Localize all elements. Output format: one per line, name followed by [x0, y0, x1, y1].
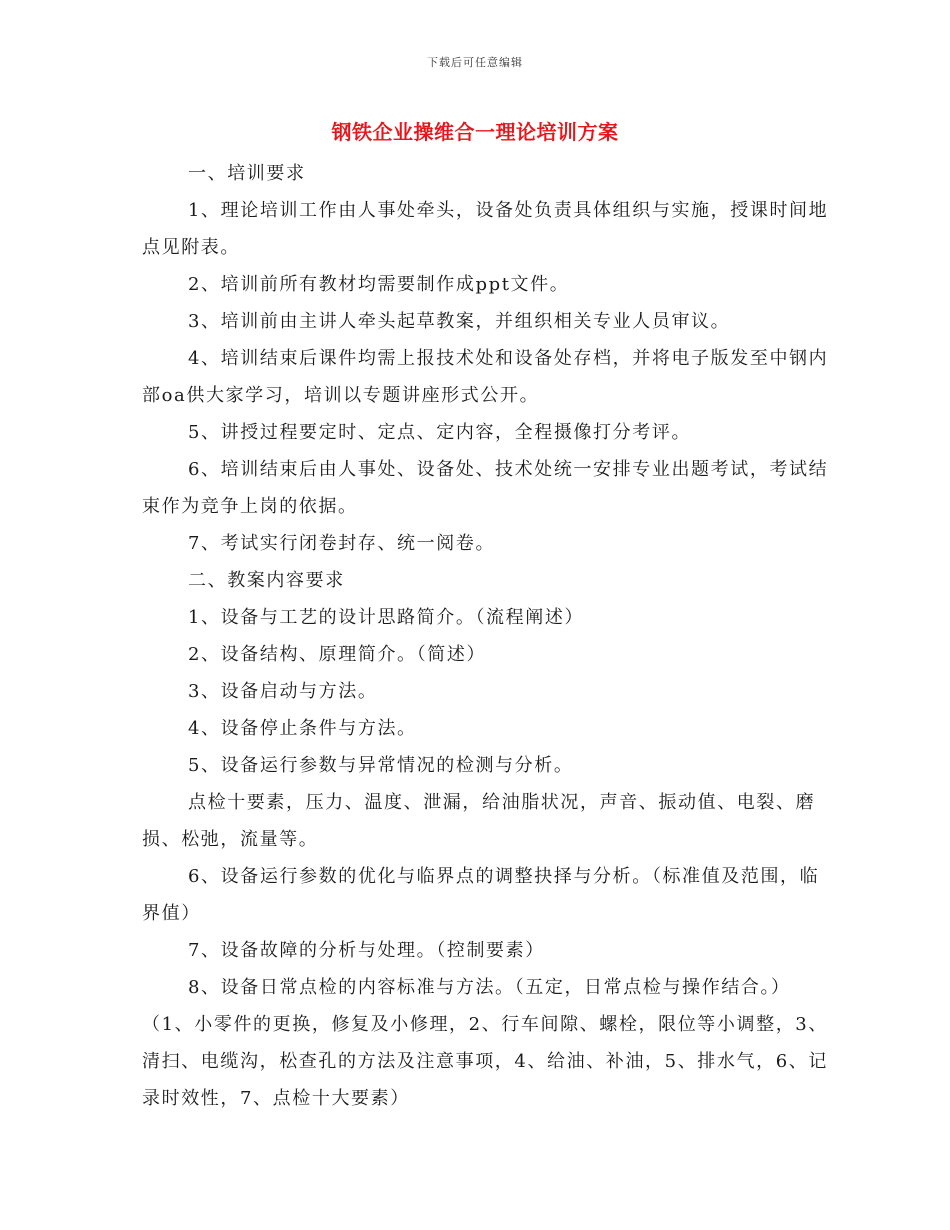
paragraph-lesson-item-6: 6、设备运行参数的优化与临界点的调整抉择与分析。（标准值及范围，临界值）: [142, 866, 820, 924]
paragraph-requirement-3: 3、培训前由主讲人牵头起草教案，并组织相关专业人员审议。: [188, 311, 731, 332]
paragraph-lesson-item-7: 7、设备故障的分析与处理。（控制要素）: [188, 940, 545, 961]
document-body: [142, 155, 832, 1117]
paragraph-lesson-item-5: 5、设备运行参数与异常情况的检测与分析。: [188, 755, 574, 776]
paragraph-requirement-1: 1、理论培训工作由人事处牵头，设备处负责具体组织与实施，授课时间地点见附表。: [142, 200, 829, 258]
header-note: 下载后可任意编辑: [427, 56, 523, 69]
section-heading-training-requirements: 一、培训要求: [188, 163, 306, 184]
paragraph-requirement-7: 7、考试实行闭卷封存、统一阅卷。: [188, 533, 496, 554]
paragraph-lesson-item-1: 1、设备与工艺的设计思路简介。（流程阐述）: [188, 607, 585, 628]
paragraph-lesson-item-4: 4、设备停止条件与方法。: [188, 718, 417, 739]
paragraph-lesson-item-2: 2、设备结构、原理简介。（简述）: [188, 644, 487, 665]
paragraph-requirement-6: 6、培训结束后由人事处、设备处、技术处统一安排专业出题考试，考试结束作为竞争上岗的依据。: [142, 459, 829, 517]
section-heading-lesson-plan-requirements: 二、教案内容要求: [188, 570, 345, 591]
paragraph-lesson-item-3: 3、设备启动与方法。: [188, 681, 378, 702]
paragraph-lesson-item-8: 8、设备日常点检的内容标准与方法。（五定，日常点检与操作结合。）（1、小零件的更换，修复及小修理，2、行车间隙、螺栓，限位等小调整，3、清扫、电缆沟，松查孔的方法及注意事项，4、给油、补油，5、排水气，6、记录时效性，7、点检十大要素）: [142, 977, 828, 1109]
paragraph-inspection-elements: 点检十要素，压力、温度、泄漏，给油脂状况，声音、振动值、电裂、磨损、松弛，流量等。: [142, 792, 816, 850]
paragraph-requirement-4: 4、培训结束后课件均需上报技术处和设备处存档，并将电子版发至中钢内部oa供大家学习，培训以专题讲座形式公开。: [142, 348, 829, 406]
paragraph-requirement-2: 2、培训前所有教材均需要制作成ppt文件。: [188, 274, 570, 295]
paragraph-requirement-5: 5、讲授过程要定时、定点、定内容，全程摄像打分考评。: [188, 422, 692, 443]
document-title: 钢铁企业操维合一理论培训方案: [331, 120, 619, 144]
